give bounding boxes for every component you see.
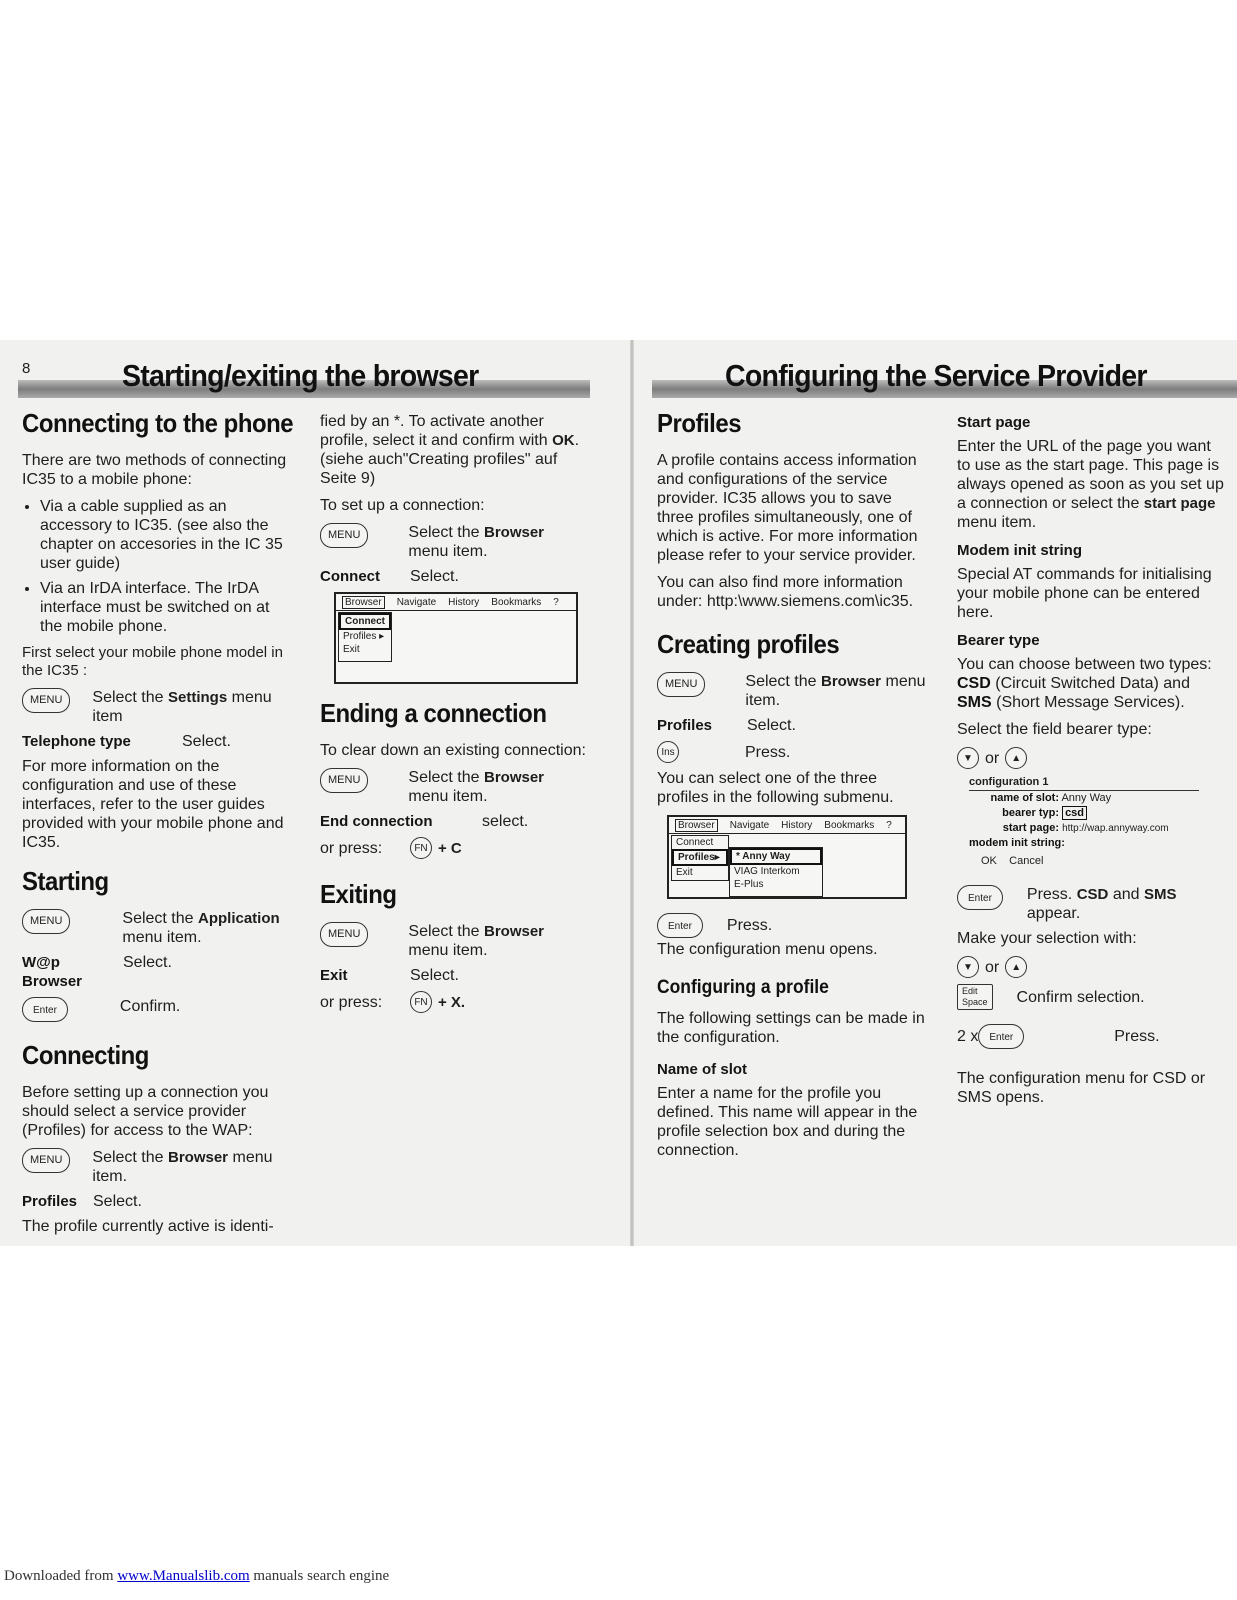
right-column-2 <box>957 414 1227 1115</box>
right-page-title: Configuring the Service Provider <box>725 358 1147 393</box>
heading-configuring: Configuring a profile <box>657 977 829 998</box>
step-text: menu item. <box>408 543 488 560</box>
step-text: Select the <box>745 673 817 690</box>
step-connect <box>320 567 588 586</box>
page-number: 8 <box>22 360 31 377</box>
start-page-text: Enter the URL of the page you want to use as the start page. This page is always opened as soon as you set up a connection or select the <box>957 438 1224 512</box>
paragraph-fied: fied by an *. To activate another profile, select it and confirm with OK. (siehe auch"Creating profiles" auf Seite 9) <box>320 413 580 487</box>
left-column-2 <box>320 412 588 1019</box>
edit-space-key-icon <box>957 984 993 1010</box>
configuration-screen <box>969 775 1227 869</box>
settings-label: Settings <box>168 689 228 706</box>
heading-name-slot: Name of slot <box>657 1061 748 1078</box>
submenu-connect: Connect <box>339 613 391 630</box>
csd-label: CSD <box>1076 886 1109 903</box>
csd-long-text: (Circuit Switched Data) and <box>995 675 1190 692</box>
step-text: menu item. <box>745 673 926 709</box>
heading-starting: Starting <box>22 866 109 896</box>
step-text: Select the <box>408 769 480 786</box>
menu-key-icon: MENU <box>320 523 368 548</box>
paragraph-first-select: First select your mobile phone model in the IC35 : <box>22 644 283 679</box>
step-confirm <box>22 997 294 1022</box>
heading-start-page: Start page <box>957 414 1031 431</box>
enter-key-icon: Enter <box>22 997 68 1022</box>
arrow-up-key-icon: ▲ <box>1005 956 1027 978</box>
step-text: Select the <box>408 524 480 541</box>
telephone-type-action: Select. <box>182 733 231 750</box>
paragraph-active: The profile currently active is identi- <box>22 1218 274 1235</box>
heading-connecting: Connecting <box>22 1040 149 1070</box>
submenu-exit: Exit <box>676 867 693 878</box>
confirm-selection: Confirm selection. <box>1016 988 1145 1006</box>
browser-label: Browser <box>484 524 545 541</box>
menu-key-icon: MENU <box>320 922 368 947</box>
fn-key-icon: FN <box>410 837 432 859</box>
or-text: or <box>985 958 1000 976</box>
profiles-action: Select. <box>747 717 796 734</box>
menu-browser: Browser <box>675 819 718 832</box>
wap-browser-action: Select. <box>123 954 172 971</box>
step-press-csd <box>957 885 1227 923</box>
step-browser-connect <box>320 523 588 561</box>
paragraph-config-csd: The configuration menu for CSD or SMS opens. <box>957 1070 1206 1106</box>
enter-key-icon: Enter <box>978 1024 1024 1049</box>
config-cancel: Cancel <box>1009 855 1044 867</box>
profile-viag-interkom: VIAG Interkom <box>734 866 800 877</box>
screen-menubar <box>336 594 576 611</box>
browser-label: Browser <box>484 923 545 940</box>
step-browser-profiles <box>657 672 927 710</box>
heading-bearer: Bearer type <box>957 632 1040 649</box>
sms-label: SMS <box>957 694 992 711</box>
methods-list <box>22 497 294 636</box>
menu-browser: Browser <box>342 596 385 609</box>
menu-navigate: Navigate <box>729 819 770 831</box>
application-label: Application <box>198 910 280 927</box>
config-ok: OK <box>981 855 997 867</box>
list-item: • Via an IrDA interface. The IrDA interface must be switched on at the mobile phone. <box>40 579 294 636</box>
menu-help: ? <box>553 596 559 608</box>
browser-label: Browser <box>821 673 882 690</box>
manual-spread <box>0 340 1237 1246</box>
paragraph-config-opens: The configuration menu opens. <box>657 941 878 958</box>
step-confirm-selection <box>957 984 1227 1010</box>
fn-key-icon: FN <box>410 991 432 1013</box>
step-enter-press <box>657 913 927 938</box>
config-value: http://wap.annyway.com <box>1062 823 1169 834</box>
paragraph-find: You can also find more information under: http:\www.siemens.com\ic35. <box>657 574 914 610</box>
heading-profiles: Profiles <box>657 408 742 438</box>
paragraph-profile: A profile contains access information and configurations of the service provider. IC35 allows you to save three profiles simultaneously, one of which is active. For more information please refer to your service provider. <box>657 452 918 564</box>
or-press-text: or press: <box>320 839 383 857</box>
step-text: Select the <box>92 689 164 706</box>
config-value: csd <box>1062 806 1087 820</box>
config-row-name <box>969 791 1227 806</box>
step-profiles-select <box>657 716 927 735</box>
siehe-text: (siehe auch"Creating profiles" auf Seite 9) <box>320 451 558 487</box>
start-page-text: menu item. <box>957 514 1037 531</box>
submenu-connect: Connect <box>676 837 714 848</box>
end-connection-label: End connection <box>320 813 433 830</box>
end-connection-action: select. <box>482 813 529 830</box>
start-page-label: start page <box>1143 495 1216 512</box>
step-text: menu item. <box>408 788 488 805</box>
press-action: Press. <box>726 917 773 934</box>
step-browser <box>22 1148 294 1186</box>
submenu-profiles: Profiles ▸ <box>343 631 385 642</box>
step-telephone-type <box>22 732 294 751</box>
menu-bookmarks: Bookmarks <box>824 819 875 831</box>
heading-ending: Ending a connection <box>320 698 547 728</box>
step-browser-end <box>320 768 588 806</box>
profile-anny-way: * Anny Way <box>730 848 822 865</box>
profiles-label: Profiles <box>22 1193 78 1210</box>
arrow-down-key-icon: ▼ <box>957 956 979 978</box>
config-value: Anny Way <box>1061 792 1112 804</box>
ins-key-icon: Ins <box>657 741 679 763</box>
heading-creating: Creating profiles <box>657 629 840 659</box>
plus-c-text: + C <box>438 839 462 857</box>
edit-key-label: Edit <box>962 986 978 996</box>
step-ins-press <box>657 741 927 763</box>
step-application <box>22 909 294 947</box>
browser-submenu <box>338 612 392 662</box>
connect-label: Connect <box>320 568 380 585</box>
arrow-keys-row <box>957 747 1227 769</box>
step-text: menu item <box>92 689 272 725</box>
menu-key-icon: MENU <box>657 672 705 697</box>
press-text: Press. <box>1026 886 1073 903</box>
heading-exiting: Exiting <box>320 879 397 909</box>
paragraph-start-page <box>957 437 1227 532</box>
telephone-type-label: Telephone type <box>22 733 131 750</box>
paragraph-modem: Special AT commands for initialising your mobile phone can be entered here. <box>957 566 1212 621</box>
arrow-down-key-icon: ▼ <box>957 747 979 769</box>
config-header: configuration 1 <box>969 775 1199 791</box>
step-text: menu item. <box>122 929 202 946</box>
paragraph-name-slot: Enter a name for the profile you defined. This name will appear in the profile selection box and during the connection. <box>657 1085 918 1159</box>
step-end-connection <box>320 812 588 831</box>
menu-help: ? <box>886 819 892 831</box>
press-action: Press. <box>745 743 791 761</box>
paragraph-more-info: For more information on the configuration and use of these interfaces, refer to the user guides provided with your mobile phone and IC35. <box>22 758 284 851</box>
menu-navigate: Navigate <box>396 596 437 608</box>
step-or-press-c <box>320 837 588 859</box>
step-profiles <box>22 1192 294 1211</box>
connect-action: Select. <box>410 568 459 585</box>
browser-label: Browser <box>168 1149 229 1166</box>
csd-label: CSD <box>957 675 991 692</box>
config-row-modem: modem init string: <box>969 837 1065 849</box>
confirm-action: Confirm. <box>119 998 181 1015</box>
fied-text: fied by an *. To activate another profile, select it and confirm with <box>320 413 548 449</box>
profiles-action: Select. <box>93 1193 142 1210</box>
step-wap-browser <box>22 953 294 991</box>
footer-suffix: manuals search engine <box>253 1568 390 1584</box>
arrow-up-key-icon: ▲ <box>1005 747 1027 769</box>
manualslib-link[interactable]: www.Manualslib.com <box>117 1568 250 1584</box>
left-page-title: Starting/exiting the browser <box>122 358 479 393</box>
paragraph-following: The following settings can be made in the configuration. <box>657 1010 925 1046</box>
step-or-press-x <box>320 991 588 1013</box>
or-text: or <box>985 749 1000 767</box>
config-row-bearer <box>969 806 1227 821</box>
wap-browser-label: W@p Browser <box>22 954 83 990</box>
config-label: start page: <box>1002 822 1059 834</box>
config-label: name of slot: <box>990 792 1059 804</box>
step-text: Select the <box>408 923 480 940</box>
browser-screen-connect <box>334 592 578 684</box>
submenu-profiles: Profiles▸ <box>672 849 728 866</box>
step-text: menu item. <box>92 1149 273 1185</box>
config-label: bearer typ: <box>1002 807 1059 819</box>
menu-history: History <box>781 819 813 831</box>
paragraph-make: Make your selection with: <box>957 930 1137 947</box>
menu-bookmarks: Bookmarks <box>491 596 542 608</box>
menu-key-icon: MENU <box>320 768 368 793</box>
browser-label: Browser <box>484 769 545 786</box>
right-column-1 <box>657 408 927 1168</box>
profiles-label: Profiles <box>657 717 713 734</box>
exit-action: Select. <box>410 967 459 984</box>
step-exit <box>320 966 588 985</box>
enter-key-icon: Enter <box>657 913 703 938</box>
step-settings <box>22 688 294 726</box>
left-column-1 <box>22 408 294 1244</box>
config-row-start <box>969 821 1227 836</box>
screen-menubar <box>669 817 905 834</box>
bearer-text: You can choose between two types: <box>957 656 1212 673</box>
appear-text: appear. <box>1026 905 1081 922</box>
paragraph-setup: To set up a connection: <box>320 497 485 514</box>
submenu-exit: Exit <box>343 644 360 655</box>
sms-long-text: (Short Message Services). <box>996 694 1185 711</box>
press-action: Press. <box>1114 1028 1160 1045</box>
paragraph-select-field: Select the field bearer type: <box>957 721 1152 738</box>
download-footer <box>4 1568 389 1585</box>
paragraph-bearer <box>957 655 1227 712</box>
step-text: menu item. <box>408 942 488 959</box>
or-press-text: or press: <box>320 993 383 1011</box>
enter-key-icon: Enter <box>957 885 1003 910</box>
footer-prefix: Downloaded from <box>4 1568 114 1584</box>
arrow-keys-row-2 <box>957 956 1227 978</box>
step-two-x-enter <box>957 1024 1227 1049</box>
ok-label: OK <box>552 432 575 449</box>
step-browser-exit <box>320 922 588 960</box>
menu-history: History <box>448 596 480 608</box>
heading-connecting-phone: Connecting to the phone <box>22 408 294 438</box>
step-text: Select the <box>92 1149 164 1166</box>
menu-key-icon: MENU <box>22 909 70 934</box>
plus-x-text: + X. <box>438 993 466 1011</box>
step-text: Select the <box>122 910 194 927</box>
heading-modem: Modem init string <box>957 542 1082 559</box>
exit-label: Exit <box>320 967 348 984</box>
and-text: and <box>1112 886 1140 903</box>
space-key-label: Space <box>962 997 988 1007</box>
paragraph-before: Before setting up a connection you should select a service provider (Profiles) for access to the WAP: <box>22 1084 269 1139</box>
profile-e-plus: E-Plus <box>734 879 764 890</box>
profiles-submenu <box>729 847 823 897</box>
two-x-text: 2 x <box>957 1028 979 1045</box>
paragraph-select-three: You can select one of the three profiles in the following submenu. <box>657 770 894 806</box>
page-gutter <box>630 340 634 1246</box>
list-item: • Via a cable supplied as an accessory to IC35. (see also the chapter on accesories in the IC 35 user guide) <box>40 497 294 573</box>
menu-key-icon: MENU <box>22 1148 70 1173</box>
config-buttons <box>981 854 1227 869</box>
sms-label: SMS <box>1143 886 1177 903</box>
browser-screen-profiles <box>667 815 907 899</box>
paragraph-clear: To clear down an existing connection: <box>320 742 586 759</box>
paragraph-methods: There are two methods of connecting IC35 to a mobile phone: <box>22 452 287 488</box>
browser-submenu <box>671 835 729 881</box>
menu-key-icon: MENU <box>22 688 70 713</box>
